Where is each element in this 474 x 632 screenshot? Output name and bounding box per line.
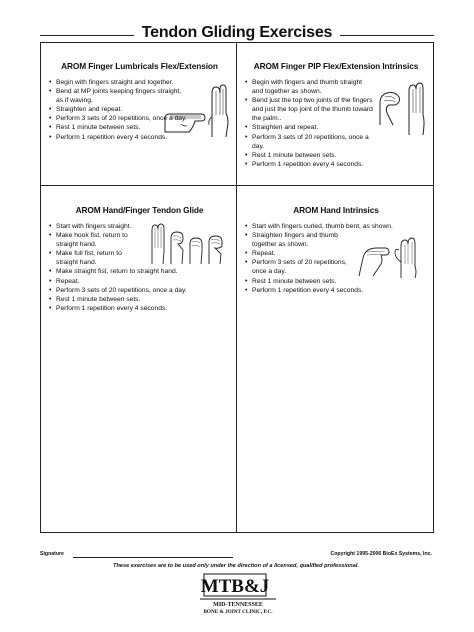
- intrinsics-hand-illustration: [355, 236, 429, 280]
- list-item: • Bend just the top two joints of the fingers and just the top joint of the thumb toward the palm..: [245, 96, 373, 123]
- list-item: • Perform 3 sets of 20 repetitions, once a day.: [245, 258, 349, 276]
- pip-straight-hand-illustration: [405, 81, 427, 136]
- tendon-glide-sequence-illustration: [149, 222, 235, 266]
- list-item: • Perform 3 sets of 20 repetitions, once a day.: [245, 133, 373, 151]
- title-row: [40, 22, 434, 44]
- list-item: • Begin with fingers straight and together.: [49, 78, 187, 87]
- title-rule-right: [340, 35, 434, 36]
- list-item: • Straighten and repeat.: [245, 123, 373, 132]
- page-title: Tendon Gliding Exercises: [141, 24, 333, 41]
- list-item: • Repeat.: [245, 249, 349, 258]
- panel-hand-intrinsics: [237, 186, 433, 532]
- logo-line2: BONE & JOINT CLINIC, P.C.: [203, 609, 273, 615]
- panel-heading: AROM Hand Intrinsics: [293, 205, 379, 215]
- list-item: • Start with fingers straight.: [49, 222, 129, 231]
- signature-line: [73, 557, 233, 558]
- instruction-list: [245, 222, 393, 295]
- list-item: • Make straight fist, return to straight hand.: [49, 267, 129, 276]
- logo-initials: MTB&J: [200, 576, 270, 597]
- list-item: • Perform 3 sets of 20 repetitions, once a day.: [49, 286, 129, 295]
- panel-heading: AROM Hand/Finger Tendon Glide: [75, 205, 204, 215]
- clinic-logo: [196, 572, 280, 618]
- logo-line1: MID-TENNESSEE: [213, 602, 263, 608]
- signature-label: Signature: [40, 551, 64, 557]
- panel-tendon-glide: [41, 186, 237, 532]
- list-item: • Rest 1 minute between sets.: [49, 123, 187, 132]
- pip-bent-hand-illustration: [375, 87, 403, 127]
- list-item: • Perform 1 repetition every 4 seconds.: [245, 286, 349, 295]
- list-item: • Perform 3 sets of 20 repetitions, once a day.: [49, 114, 187, 123]
- list-item: • Rest 1 minute between sets.: [49, 295, 129, 304]
- list-item: • Rest 1 minute between sets.: [245, 151, 373, 160]
- instruction-list: [49, 222, 187, 313]
- lumbrical-straight-hand-illustration: [206, 83, 232, 138]
- list-item: • Perform 1 repetition every 4 seconds.: [49, 133, 187, 142]
- signature-row: [40, 551, 432, 559]
- instruction-list: [245, 78, 373, 169]
- list-item: • Straighten fingers and thumb together as shown.: [245, 231, 349, 249]
- panel-heading: AROM Finger Lumbricals Flex/Extension: [61, 61, 218, 71]
- list-item: • Bend at MP joints keeping fingers straight, as if waving.: [49, 87, 187, 105]
- list-item: • Rest 1 minute between sets.: [245, 277, 349, 286]
- list-item: • Straighten and repeat.: [49, 105, 187, 114]
- exercise-grid: [40, 42, 434, 533]
- usage-notice: These exercises are to be used only under the direction of a licensed, qualified professional.: [113, 563, 359, 569]
- panel-lumbricals: [41, 43, 237, 186]
- title-rule-left: [40, 35, 134, 36]
- list-item: • Repeat.: [49, 277, 129, 286]
- panel-pip-intrinsics: [237, 43, 433, 186]
- list-item: • Start with fingers curled, thumb bent, as shown.: [245, 222, 349, 231]
- list-item: • Make full fist, return to straight hand.: [49, 249, 129, 267]
- list-item: • Begin with fingers and thumb straight and together as shown.: [245, 78, 373, 96]
- list-item: • Perform 1 repetition every 4 seconds.: [245, 160, 373, 169]
- panel-heading: AROM Finger PIP Flex/Extension Intrinsics: [253, 61, 419, 71]
- list-item: • Perform 1 repetition every 4 seconds.: [49, 304, 129, 313]
- copyright-text: Copyright 1995-2006 BioEx Systems, Inc.: [330, 551, 432, 557]
- list-item: • Make hook fist, return to straight hand.: [49, 231, 129, 249]
